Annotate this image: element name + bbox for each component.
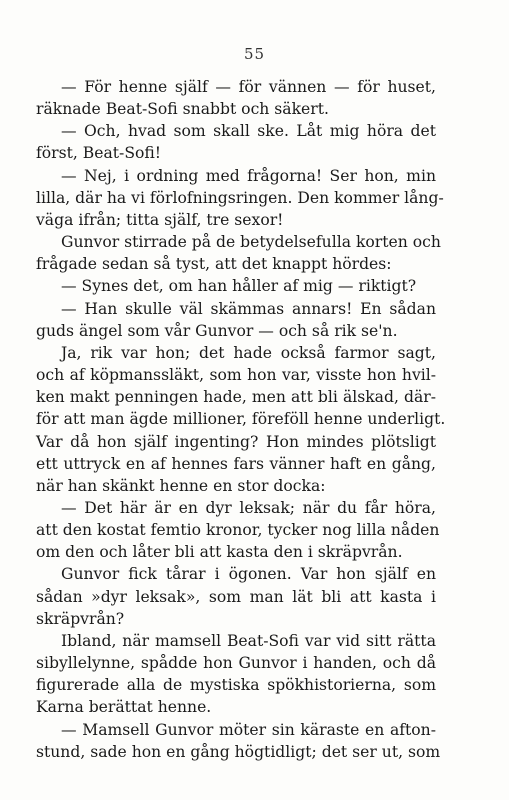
text-line: — Synes det, om han håller af mig — riktigt?	[61, 277, 417, 296]
text-line: ken makt penningen hade, men att bli älskad, där-	[36, 388, 436, 407]
text-line: Karna berättat henne.	[36, 698, 212, 717]
text-line: figurerade alla de mystiska spökhistorierna, som	[36, 676, 436, 695]
text-line: frågade sedan så tyst, att det knappt hördes:	[36, 255, 392, 274]
text-line: sådan »dyr leksak», som man lät bli att kasta i	[36, 587, 436, 606]
text-line: att den kostat femtio kronor, tycker nog lilla nåden	[36, 521, 440, 540]
text-line: när han skänkt henne en stor docka:	[36, 476, 326, 495]
text-line: om den och låter bli att kasta den i skräpvrån.	[36, 543, 403, 562]
text-line: ett uttryck en af hennes fars vänner haft en gång,	[36, 454, 436, 473]
page-number: 55	[243, 45, 266, 63]
text-line: — Nej, i ordning med frågorna! Ser hon, min	[61, 166, 436, 185]
text-line: Gunvor stirrade på de betydelsefulla korten och	[61, 233, 441, 252]
text-line: — Han skulle väl skämmas annars! En sådan	[61, 299, 436, 318]
text-line: lilla, där ha vi förlofningsringen. Den kommer lång-	[36, 188, 444, 207]
text-line: — Mamsell Gunvor möter sin käraste en afton-	[61, 720, 436, 739]
text-line: skräpvrån?	[36, 609, 125, 628]
text-line: sibyllelynne, spådde hon Gunvor i handen, och då	[36, 654, 436, 673]
text-line: räknade Beat-Sofi snabbt och säkert.	[36, 100, 329, 119]
text-line: för att man ägde millioner, föreföll henne underligt.	[36, 410, 446, 429]
text-line: guds ängel som vår Gunvor — och så rik se'n.	[36, 321, 398, 340]
text-line: — För henne själf — för vännen — för huset,	[61, 78, 436, 96]
text-line: och af köpmanssläkt, som hon var, visste hon hvil-	[36, 366, 436, 385]
body-text	[36, 76, 446, 763]
text-line: Ibland, när mamsell Beat-Sofi var vid sitt rätta	[61, 631, 436, 650]
text-line: — Och, hvad som skall ske. Låt mig höra det	[61, 122, 436, 141]
text-line: Gunvor fick tårar i ögonen. Var hon själf en	[61, 565, 436, 584]
text-line: stund, sade hon en gång högtidligt; det ser ut, som	[36, 742, 441, 761]
text-line: först, Beat-Sofi!	[36, 144, 162, 163]
text-line: Var då hon själf ingenting? Hon mindes plötsligt	[36, 432, 436, 451]
text-line: väga ifrån; titta själf, tre sexor!	[36, 210, 284, 229]
text-line: — Det här är en dyr leksak; när du får höra,	[61, 498, 436, 517]
text-line: Ja, rik var hon; det hade också farmor sagt,	[61, 343, 436, 362]
